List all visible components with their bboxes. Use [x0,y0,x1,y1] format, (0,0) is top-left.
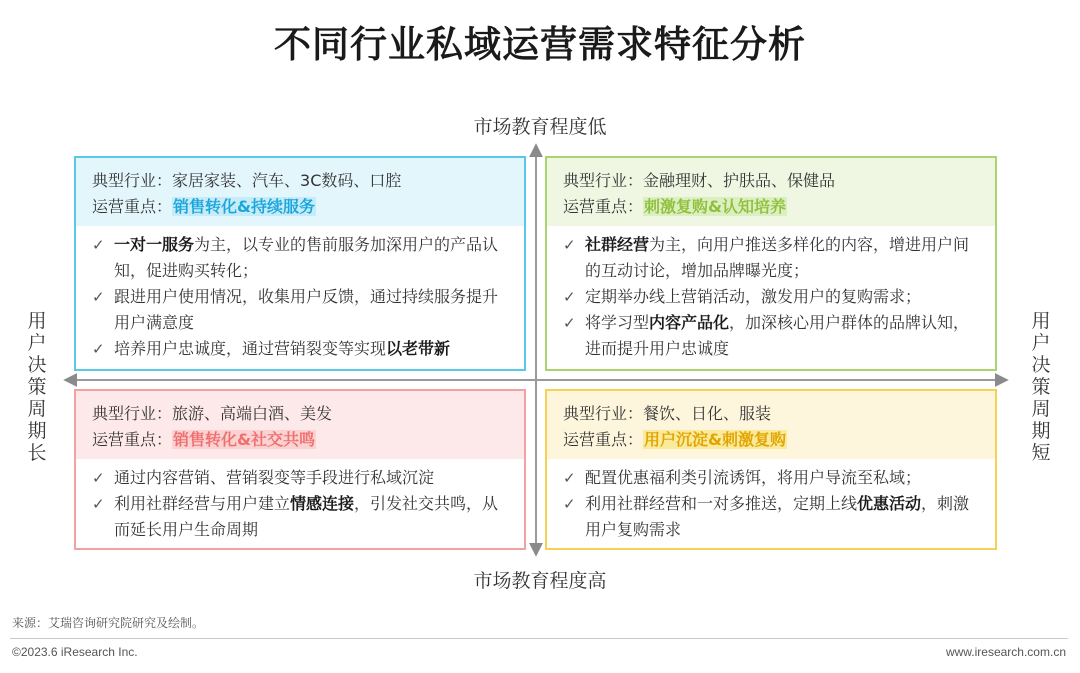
check-icon: ✓ [563,314,576,332]
website-link[interactable]: www.iresearch.com.cn [945,645,1066,659]
axis-label-right: 用 户 决 策 周 期 短 [1031,310,1051,464]
quadrant-bottom-left [74,389,526,550]
list-item: ✓ 培养用户忠诚度，通过营销裂变等实现以老带新 [92,336,510,362]
page-title: 不同行业私域运营需求特征分析 [274,23,806,66]
industry-label: 典型行业： [92,404,173,423]
focus-label: 运营重点： [563,197,644,216]
check-icon: ✓ [92,469,105,487]
quadrant-header [76,391,524,459]
check-icon: ✓ [563,469,576,487]
industry-list: 家居家装、汽车、3C数码、口腔 [172,171,402,190]
focus-highlight: 刺激复购&认知培养 [644,197,786,216]
list-item: ✓ 将学习型内容产品化，加深核心用户群体的品牌认知，进而提升用户忠诚度 [563,310,981,362]
list-item: ✓ 定期举办线上营销活动，激发用户的复购需求； [563,284,981,310]
footer-divider [10,638,1068,639]
check-icon: ✓ [92,236,105,254]
bullet-list [76,226,524,362]
list-item: ✓ 通过内容营销、营销裂变等手段进行私域沉淀 [92,465,510,491]
source-note: 来源：艾瑞咨询研究院研究及绘制。 [12,616,205,630]
quadrant-bottom-right [545,389,997,550]
axis-label-left: 用 户 决 策 周 期 长 [27,310,47,464]
industry-list: 餐饮、日化、服装 [643,404,772,423]
copyright: ©2023.6 iResearch Inc. [12,645,138,659]
check-icon: ✓ [92,288,105,306]
focus-label: 运营重点： [92,430,173,449]
industry-label: 典型行业： [563,171,644,190]
list-item: ✓ 配置优惠福利类引流诱饵，将用户导流至私域； [563,465,981,491]
focus-label: 运营重点： [92,197,173,216]
industry-list: 旅游、高端白酒、美发 [172,404,333,423]
check-icon: ✓ [563,495,576,513]
bullet-list [547,226,995,362]
quadrant-top-left [74,156,526,371]
quadrant-top-right [545,156,997,371]
quadrant-header [76,158,524,226]
bullet-list [547,459,995,543]
check-icon: ✓ [92,340,105,358]
check-icon: ✓ [563,288,576,306]
list-item: ✓ 利用社群经营和一对多推送，定期上线优惠活动，刺激用户复购需求 [563,491,981,543]
industry-label: 典型行业： [563,404,644,423]
check-icon: ✓ [92,495,105,513]
list-item: ✓ 社群经营为主，向用户推送多样化的内容，增进用户间的互动讨论，增加品牌曝光度； [563,232,981,284]
focus-highlight: 销售转化&社交共鸣 [173,430,315,449]
focus-highlight: 销售转化&持续服务 [173,197,315,216]
quadrant-header [547,391,995,459]
axis-label-bottom: 市场教育程度高 [473,570,607,592]
list-item: ✓ 利用社群经营与用户建立情感连接，引发社交共鸣，从而延长用户生命周期 [92,491,510,543]
industry-list: 金融理财、护肤品、保健品 [643,171,836,190]
list-item: ✓ 一对一服务为主，以专业的售前服务加深用户的产品认知，促进购买转化； [92,232,510,284]
industry-label: 典型行业： [92,171,173,190]
list-item: ✓ 跟进用户使用情况，收集用户反馈，通过持续服务提升用户满意度 [92,284,510,336]
quadrant-header [547,158,995,226]
focus-label: 运营重点： [563,430,644,449]
bullet-list [76,459,524,543]
check-icon: ✓ [563,236,576,254]
axis-label-top: 市场教育程度低 [473,116,607,138]
focus-highlight: 用户沉淀&刺激复购 [644,430,786,449]
